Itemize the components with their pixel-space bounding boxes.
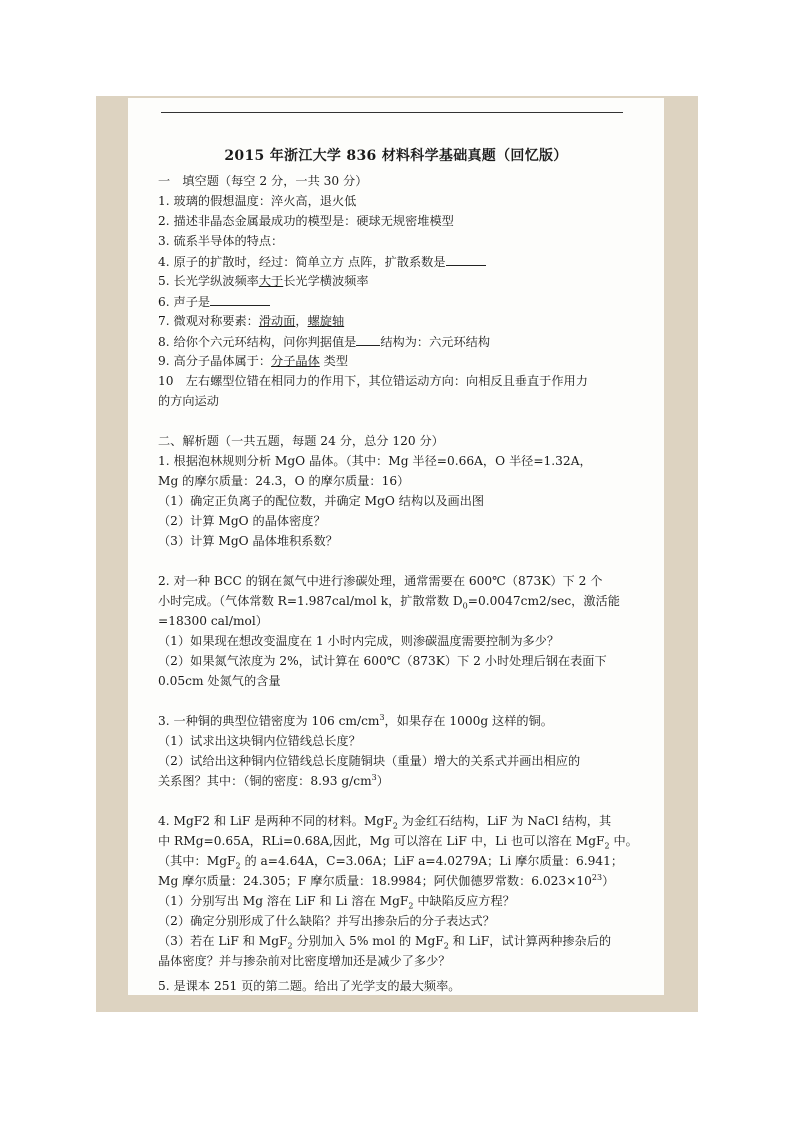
question-10-line-1: 10 左右螺型位错在相同力的作用下，其位错运动方向：向相反且垂直于作用力 <box>158 374 588 388</box>
problem-4-text: 中 RMg=0.65A，RLi=0.68A,因此，Mg 可以溶在 LiF 中，Li 也可以溶在 MgF <box>158 834 605 848</box>
problem-4-text: Mg 摩尔质量：24.305；F 摩尔质量：18.9984；阿伏伽德罗常数：6.023×10 <box>158 874 592 888</box>
answer-blank <box>446 253 486 266</box>
problem-4-text-end: 中缺陷反应方程？ <box>413 894 515 908</box>
question-5 <box>158 273 369 289</box>
question-3: 3. 硫系半导体的特点： <box>158 234 284 248</box>
problem-5: 5. 是课本 251 页的第二题。给出了光学支的最大频率。 <box>158 979 461 993</box>
subscript: 2 <box>392 821 398 831</box>
question-9 <box>158 353 348 369</box>
question-8 <box>158 333 490 350</box>
problem-4-text-end: 为金红石结构，LiF 为 NaCl 结构，其 <box>397 814 612 828</box>
problem-4-text: 4. MgF2 和 LiF 是两种不同的材料。MgF <box>158 814 393 828</box>
problem-3-sub-2: （2）试给出这种铜内位错线总长度随铜块（重量）增大的关系式并画出相应的 <box>158 754 581 768</box>
problem-4-sub-3 <box>158 933 611 949</box>
superscript: 3 <box>379 712 385 722</box>
problem-3-sub-1: （1）试求出这块铜内位错线总长度？ <box>158 734 361 748</box>
question-9-text-end: 类型 <box>319 354 349 368</box>
problem-4-line-3 <box>158 853 623 869</box>
problem-4-text-end: 和 LiF，试计算两种掺杂后的 <box>448 934 612 948</box>
problem-4-text: 分别加入 5% mol 的 MgF <box>292 934 444 948</box>
header-rule <box>161 112 623 113</box>
problem-4-sub-2: （2）确定分别形成了什么缺陷？并写出掺杂后的分子表达式？ <box>158 914 495 928</box>
question-7 <box>158 313 344 329</box>
question-5-text: 5. 长光学纵波频率 <box>158 274 259 288</box>
problem-2-line-1: 2. 对一种 BCC 的钢在氮气中进行渗碳处理，通常需要在 600℃（873K）下 2 个 <box>158 574 603 588</box>
question-2: 2. 描述非晶态金属最成功的模型是：硬球无规密堆模型 <box>158 214 454 228</box>
problem-3-line-1 <box>158 713 553 729</box>
question-5-answer: 大于 <box>258 274 284 288</box>
problem-3-text-end: ） <box>376 774 389 788</box>
problem-2-line-2 <box>158 593 620 609</box>
question-7-text: 7. 微观对称要素： <box>158 314 259 328</box>
question-4-text: 4. 原子的扩散时，经过：简单立方 点阵，扩散系数是 <box>158 255 446 269</box>
problem-4-line-1 <box>158 813 611 829</box>
subscript: 0 <box>462 601 468 611</box>
problem-4-text-end: 中。 <box>609 834 638 848</box>
question-6 <box>158 293 270 310</box>
question-8-text: 8. 给你个六元环结构，问你判据值是 <box>158 335 357 349</box>
subscript: 2 <box>604 841 610 851</box>
problem-2-text: 小时完成。（气体常数 R=1.987cal/mol k，扩散常数 D <box>158 594 463 608</box>
problem-2-sub-2-cont: 0.05cm 处氮气的含量 <box>158 674 281 688</box>
problem-1-line-2: Mg 的摩尔质量：24.3，O 的摩尔质量：16） <box>158 474 410 488</box>
problem-2-sub-1: （1）如果现在想改变温度在 1 小时内完成，则渗碳温度需要控制为多少？ <box>158 634 560 648</box>
problem-3-sub-2-cont <box>158 773 389 789</box>
question-9-answer: 分子晶体 <box>271 354 320 368</box>
problem-4-text-end: 的 a=4.64A，C=3.06A；LiF a=4.0279A；Li 摩尔质量：6.941； <box>240 854 624 868</box>
page-title: 2015 年浙江大学 836 材料科学基础真题（回忆版） <box>224 148 568 164</box>
answer-blank <box>210 293 270 306</box>
problem-3-text-end: ，如果存在 1000g 这样的铜。 <box>384 714 553 728</box>
problem-4-text: （其中：MgF <box>158 854 236 868</box>
answer-blank <box>356 333 380 346</box>
question-7-answer-2: 螺旋轴 <box>307 314 345 328</box>
problem-4-line-4 <box>158 873 614 889</box>
question-5-text-end: 长光学横波频率 <box>283 274 369 288</box>
problem-3-text: 3. 一种铜的典型位错密度为 106 cm/cm <box>158 714 380 728</box>
question-4 <box>158 253 486 270</box>
superscript: 23 <box>591 872 603 882</box>
question-8-text-end: 结构为：六元环结构 <box>380 335 491 349</box>
subscript: 2 <box>408 901 414 911</box>
problem-3-text: 关系图？其中：（铜的密度：8.93 g/cm <box>158 774 372 788</box>
problem-2-sub-2: （2）如果氮气浓度为 2%，试计算在 600℃（873K）下 2 小时处理后钢在表面下 <box>158 654 607 668</box>
problem-1-sub-2: （2）计算 MgO 的晶体密度？ <box>158 514 326 528</box>
problem-4-text: （3）若在 LiF 和 MgF <box>158 934 288 948</box>
question-9-text: 9. 高分子晶体属于： <box>158 354 272 368</box>
problem-2-text-end: =0.0047cm2/sec，激活能 <box>467 594 620 608</box>
problem-1-sub-1: （1）确定正负离子的配位数，并确定 MgO 结构以及画出图 <box>158 494 485 508</box>
section2-heading: 二、解析题（一共五题，每题 24 分，总分 120 分） <box>158 434 444 448</box>
problem-4-text-end: ） <box>602 874 615 888</box>
problem-2-line-3: =18300 cal/mol） <box>158 614 268 628</box>
question-1: 1. 玻璃的假想温度：淬火高，退火低 <box>158 194 357 208</box>
question-10-line-2: 的方向运动 <box>158 394 219 408</box>
superscript: 3 <box>371 772 377 782</box>
question-6-text: 6. 声子是 <box>158 295 211 309</box>
problem-1-sub-3: （3）计算 MgO 晶体堆积系数？ <box>158 534 338 548</box>
problem-4-line-2 <box>158 833 638 849</box>
subscript: 2 <box>443 941 449 951</box>
question-7-separator: ， <box>295 314 308 328</box>
problem-4-sub-1 <box>158 893 515 909</box>
problem-4-sub-3-cont: 晶体密度？并与掺杂前对比密度增加还是减少了多少？ <box>158 954 451 968</box>
problem-1-line-1: 1. 根据泡林规则分析 MgO 晶体。（其中：Mg 半径=0.66A，O 半径=1.32A， <box>158 454 592 468</box>
section1-heading: 一 填空题（每空 2 分，一共 30 分） <box>158 174 368 188</box>
subscript: 2 <box>235 861 241 871</box>
subscript: 2 <box>287 941 293 951</box>
question-7-answer-1: 滑动面 <box>258 314 296 328</box>
problem-4-text: （1）分别写出 Mg 溶在 LiF 和 Li 溶在 MgF <box>158 894 409 908</box>
